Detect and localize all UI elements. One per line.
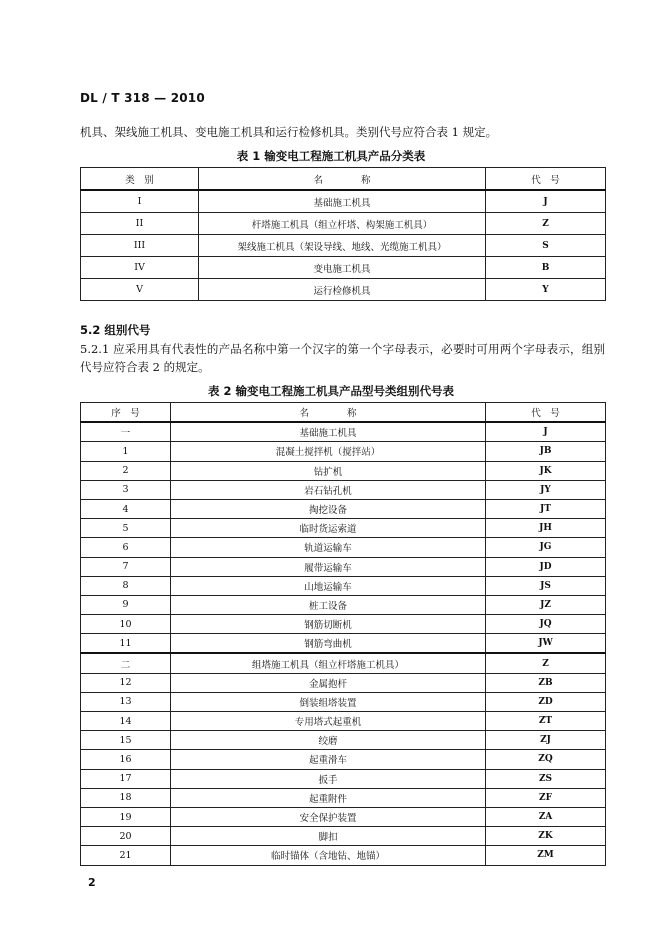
table2-row bbox=[81, 653, 606, 673]
row-index: 18 bbox=[81, 788, 171, 807]
row-code: ZQ bbox=[486, 750, 606, 769]
table2-row bbox=[81, 557, 606, 576]
table2-row bbox=[81, 634, 606, 654]
row-code: ZM bbox=[486, 846, 606, 865]
table2-caption: 表 2 输变电工程施工机具产品型号类组别代号表 bbox=[207, 384, 454, 398]
table2-row bbox=[81, 442, 606, 461]
row-index: 19 bbox=[81, 807, 171, 826]
table2-row bbox=[81, 615, 606, 634]
row-name: 起重滑车 bbox=[171, 750, 486, 769]
row-name: 钢筋弯曲机 bbox=[171, 634, 486, 654]
table2-row bbox=[81, 769, 606, 788]
table2-row bbox=[81, 712, 606, 731]
table2-row bbox=[81, 807, 606, 826]
table1-caption: 表 1 输变电工程施工机具产品分类表 bbox=[236, 149, 426, 163]
intro-text: 机具、架线施工机具、变电施工机具和运行检修机具。类别代号应符合表 1 规定。 bbox=[80, 125, 498, 139]
table1-header-cell: 名 称 bbox=[199, 168, 486, 191]
row-name: 临时货运索道 bbox=[171, 519, 486, 538]
row-code: JQ bbox=[486, 615, 606, 634]
row-index: 14 bbox=[81, 712, 171, 731]
row-name: 绞磨 bbox=[171, 731, 486, 750]
row-name: 临时锚体（含地钻、地锚） bbox=[171, 846, 486, 865]
table2-row bbox=[81, 576, 606, 595]
table2-header-cell: 代 号 bbox=[486, 403, 606, 423]
row-index: 3 bbox=[81, 480, 171, 499]
row-code: J bbox=[486, 190, 606, 213]
row-name: 杆塔施工机具（组立杆塔、构架施工机具） bbox=[199, 213, 486, 235]
table2-row bbox=[81, 731, 606, 750]
row-index: 11 bbox=[81, 634, 171, 654]
row-code: Z bbox=[486, 653, 606, 673]
row-code: S bbox=[486, 235, 606, 257]
row-code: JZ bbox=[486, 595, 606, 614]
table2-row bbox=[81, 692, 606, 711]
table2-row bbox=[81, 538, 606, 557]
table1-header-cell: 代 号 bbox=[486, 168, 606, 191]
row-code: Z bbox=[486, 213, 606, 235]
row-code: JT bbox=[486, 499, 606, 518]
row-name: 履带运输车 bbox=[171, 557, 486, 576]
row-code: JK bbox=[486, 461, 606, 480]
document-header: DL / T 318 — 2010 bbox=[80, 91, 205, 105]
row-name: 岩石钻孔机 bbox=[171, 480, 486, 499]
row-name: 组塔施工机具（组立杆塔施工机具） bbox=[171, 653, 486, 673]
row-index: IV bbox=[81, 257, 199, 279]
row-name: 架线施工机具（架设导线、地线、光缆施工机具） bbox=[199, 235, 486, 257]
table2-header-cell: 名 称 bbox=[171, 403, 486, 423]
row-code: JG bbox=[486, 538, 606, 557]
row-code: ZD bbox=[486, 692, 606, 711]
row-name: 基础施工机具 bbox=[199, 190, 486, 213]
table2-row bbox=[81, 673, 606, 692]
row-code: ZT bbox=[486, 712, 606, 731]
row-name: 掏挖设备 bbox=[171, 499, 486, 518]
section-paragraph: 5.2.1 应采用具有代表性的产品名称中第一个汉字的第一个字母表示，必要时可用两个字母表示，组别代号应符合表 2 的规定。 bbox=[80, 342, 605, 374]
table2 bbox=[80, 402, 606, 866]
row-index: I bbox=[81, 190, 199, 213]
row-index: 4 bbox=[81, 499, 171, 518]
row-code: JH bbox=[486, 519, 606, 538]
row-name: 轨道运输车 bbox=[171, 538, 486, 557]
row-index: 7 bbox=[81, 557, 171, 576]
row-index: 20 bbox=[81, 827, 171, 846]
row-name: 钢筋切断机 bbox=[171, 615, 486, 634]
row-code: ZA bbox=[486, 807, 606, 826]
row-name: 运行检修机具 bbox=[199, 279, 486, 301]
row-name: 起重附件 bbox=[171, 788, 486, 807]
row-name: 脚扣 bbox=[171, 827, 486, 846]
row-index: II bbox=[81, 213, 199, 235]
table2-row bbox=[81, 422, 606, 442]
table1-header-row bbox=[81, 168, 606, 191]
row-index: 6 bbox=[81, 538, 171, 557]
row-index: 二 bbox=[81, 653, 171, 673]
row-code: ZF bbox=[486, 788, 606, 807]
row-code: ZS bbox=[486, 769, 606, 788]
table1-row bbox=[81, 190, 606, 213]
table2-row bbox=[81, 788, 606, 807]
table1-row bbox=[81, 235, 606, 257]
page-number: 2 bbox=[88, 876, 96, 889]
row-code: Y bbox=[486, 279, 606, 301]
row-index: 16 bbox=[81, 750, 171, 769]
row-name: 混凝土搅拌机（搅拌站） bbox=[171, 442, 486, 461]
row-index: 2 bbox=[81, 461, 171, 480]
row-code: JB bbox=[486, 442, 606, 461]
table2-row bbox=[81, 846, 606, 865]
table1-row bbox=[81, 213, 606, 235]
row-name: 专用塔式起重机 bbox=[171, 712, 486, 731]
table1-row bbox=[81, 257, 606, 279]
table2-row bbox=[81, 595, 606, 614]
table2-row bbox=[81, 461, 606, 480]
row-index: 13 bbox=[81, 692, 171, 711]
table2-row bbox=[81, 480, 606, 499]
row-index: 10 bbox=[81, 615, 171, 634]
table2-row bbox=[81, 499, 606, 518]
table2-header-cell: 序 号 bbox=[81, 403, 171, 423]
row-code: B bbox=[486, 257, 606, 279]
row-name: 金属抱杆 bbox=[171, 673, 486, 692]
row-code: JW bbox=[486, 634, 606, 654]
table2-row bbox=[81, 827, 606, 846]
table2-row bbox=[81, 750, 606, 769]
row-index: 5 bbox=[81, 519, 171, 538]
row-code: JS bbox=[486, 576, 606, 595]
row-index: 1 bbox=[81, 442, 171, 461]
row-name: 变电施工机具 bbox=[199, 257, 486, 279]
row-index: 一 bbox=[81, 422, 171, 442]
table1-header-cell: 类 别 bbox=[81, 168, 199, 191]
row-index: III bbox=[81, 235, 199, 257]
row-name: 钻扩机 bbox=[171, 461, 486, 480]
section-heading: 5.2 组别代号 bbox=[80, 323, 151, 337]
row-index: 12 bbox=[81, 673, 171, 692]
row-name: 倒装组塔装置 bbox=[171, 692, 486, 711]
row-index: 17 bbox=[81, 769, 171, 788]
row-code: JD bbox=[486, 557, 606, 576]
row-code: ZB bbox=[486, 673, 606, 692]
row-code: JY bbox=[486, 480, 606, 499]
row-index: 15 bbox=[81, 731, 171, 750]
row-name: 基础施工机具 bbox=[171, 422, 486, 442]
row-name: 安全保护装置 bbox=[171, 807, 486, 826]
table1 bbox=[80, 167, 606, 301]
row-name: 桩工设备 bbox=[171, 595, 486, 614]
row-name: 扳手 bbox=[171, 769, 486, 788]
row-code: J bbox=[486, 422, 606, 442]
row-code: ZJ bbox=[486, 731, 606, 750]
table1-row bbox=[81, 279, 606, 301]
row-index: 21 bbox=[81, 846, 171, 865]
row-code: ZK bbox=[486, 827, 606, 846]
row-name: 山地运输车 bbox=[171, 576, 486, 595]
row-index: 8 bbox=[81, 576, 171, 595]
table2-header-row bbox=[81, 403, 606, 423]
row-index: 9 bbox=[81, 595, 171, 614]
row-index: V bbox=[81, 279, 199, 301]
table2-row bbox=[81, 519, 606, 538]
